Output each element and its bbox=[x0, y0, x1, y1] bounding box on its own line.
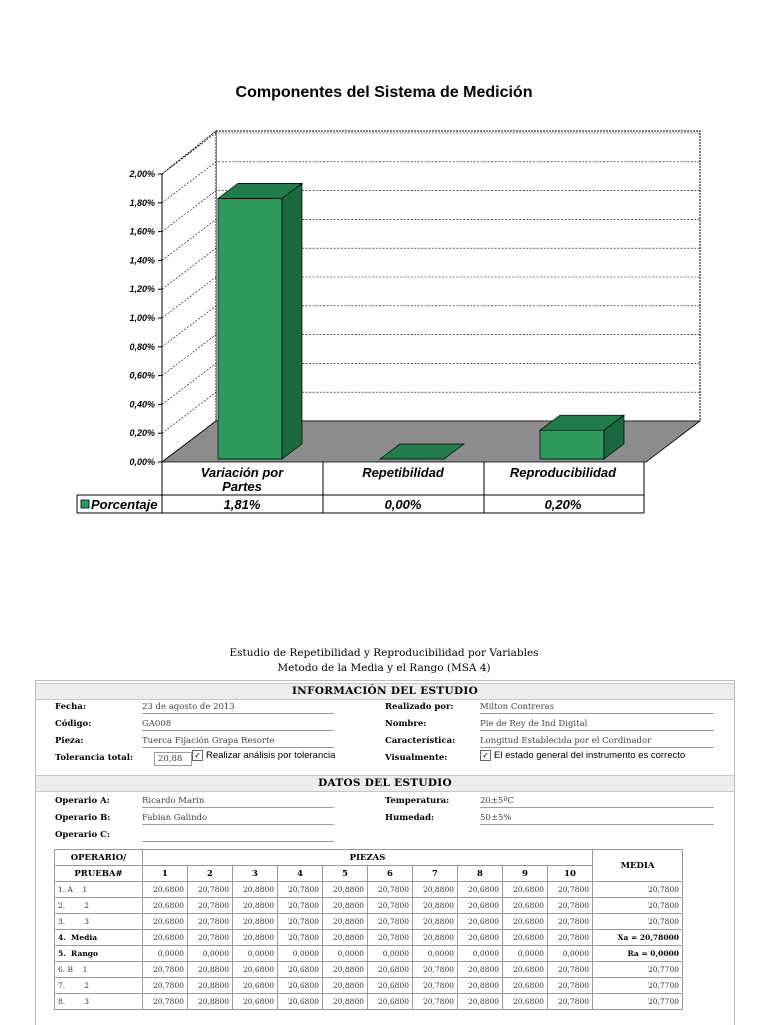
visualmente-checkbox[interactable]: ✓ bbox=[480, 750, 491, 761]
measurement-cell[interactable]: 20,7800 bbox=[548, 898, 593, 914]
pieza-column-header: 3 bbox=[233, 866, 278, 882]
bar bbox=[540, 415, 624, 459]
measurement-cell[interactable]: 0,0000 bbox=[458, 946, 503, 962]
measurement-cell[interactable]: 0,0000 bbox=[323, 946, 368, 962]
measurement-cell[interactable]: 20,6800 bbox=[503, 994, 548, 1010]
measurement-cell[interactable]: 20,7800 bbox=[278, 882, 323, 898]
measurement-cell[interactable]: 20,7800 bbox=[188, 898, 233, 914]
y-tick-label: 1,80% bbox=[129, 197, 155, 208]
visualmente-check-label: El estado general del instrumento es correcto bbox=[494, 750, 686, 762]
measurement-cell[interactable]: 20,8800 bbox=[413, 898, 458, 914]
pieza-column-header: 9 bbox=[503, 866, 548, 882]
measurement-cell[interactable]: 20,8800 bbox=[188, 978, 233, 994]
y-tick-label: 0,60% bbox=[129, 370, 155, 381]
chart-svg bbox=[0, 120, 768, 520]
y-tick-label: 0,20% bbox=[129, 428, 155, 439]
row-label: 6. B 1 bbox=[55, 962, 143, 978]
measurement-cell[interactable]: 20,6800 bbox=[233, 994, 278, 1010]
study-title: Estudio de Repetibilidad y Reproducibilidad por Variables bbox=[229, 647, 539, 659]
measurement-cell[interactable]: 20,8800 bbox=[188, 994, 233, 1010]
pieza-column-header: 1 bbox=[143, 866, 188, 882]
category-label: Repetibilidad bbox=[362, 465, 444, 480]
study-subtitle: Metodo de la Media y el Rango (MSA 4) bbox=[277, 662, 491, 674]
table-row bbox=[55, 930, 683, 946]
nombre-field[interactable]: Pie de Rey de Ind Digital bbox=[480, 718, 714, 731]
pieza-column-header: 4 bbox=[278, 866, 323, 882]
measurement-cell[interactable]: 20,7800 bbox=[368, 898, 413, 914]
operario-c-field[interactable] bbox=[142, 829, 334, 842]
measurement-cell[interactable]: 20,7800 bbox=[278, 914, 323, 930]
measurement-cell[interactable]: 20,8800 bbox=[458, 994, 503, 1010]
temperatura-label: Temperatura: bbox=[385, 796, 450, 806]
measurement-cell[interactable]: 20,8800 bbox=[188, 962, 233, 978]
table-row bbox=[55, 946, 683, 962]
measurement-cell[interactable]: 20,6800 bbox=[503, 898, 548, 914]
measurement-cell[interactable]: 20,6800 bbox=[233, 978, 278, 994]
measurement-cell[interactable]: 20,8800 bbox=[233, 898, 278, 914]
measurement-cell[interactable]: 20,6800 bbox=[368, 978, 413, 994]
operario-c-label: Operario C: bbox=[55, 830, 110, 840]
legend-label: Porcentaje bbox=[91, 497, 158, 512]
category-label: Partes bbox=[222, 479, 262, 494]
media-cell: 20,7700 bbox=[593, 994, 683, 1010]
measurement-cell[interactable]: 20,6800 bbox=[278, 978, 323, 994]
row-label: 4. Media bbox=[55, 930, 143, 946]
pieza-column-header: 2 bbox=[188, 866, 233, 882]
value-label: 0,20% bbox=[544, 497, 582, 512]
y-tick-label: 1,00% bbox=[129, 313, 155, 323]
measurement-cell[interactable]: 20,6800 bbox=[503, 930, 548, 946]
measurement-cell[interactable]: 20,8800 bbox=[413, 882, 458, 898]
info-section-header: INFORMACIÓN DEL ESTUDIO bbox=[36, 683, 734, 700]
operario-a-field[interactable]: Ricardo Marin bbox=[142, 795, 334, 808]
measurement-cell[interactable]: 20,6800 bbox=[458, 930, 503, 946]
media-cell: 20,7700 bbox=[593, 962, 683, 978]
bar-front bbox=[540, 430, 604, 459]
measurement-cell[interactable]: 20,7800 bbox=[548, 882, 593, 898]
measurement-cell[interactable]: 0,0000 bbox=[278, 946, 323, 962]
measurement-cell[interactable]: 20,7800 bbox=[188, 930, 233, 946]
measurement-cell[interactable]: 20,6800 bbox=[368, 994, 413, 1010]
category-label: Reproducibilidad bbox=[509, 465, 617, 480]
measurement-cell[interactable]: 20,8800 bbox=[323, 962, 368, 978]
measurement-cell[interactable]: 20,8800 bbox=[233, 914, 278, 930]
measurement-cell[interactable]: 20,8800 bbox=[323, 882, 368, 898]
measurement-cell[interactable]: 20,7800 bbox=[548, 930, 593, 946]
measurement-cell[interactable]: 20,7800 bbox=[278, 930, 323, 946]
row-label: 2. 2 bbox=[55, 898, 143, 914]
caracteristica-field[interactable]: Longitud Establecida por el Cordinador bbox=[480, 735, 714, 748]
measurement-cell[interactable]: 20,8800 bbox=[323, 930, 368, 946]
media-cell: Ra = 0,0000 bbox=[593, 946, 683, 962]
measurement-cell[interactable]: 20,6800 bbox=[233, 962, 278, 978]
operario-b-field[interactable]: Fabian Galindo bbox=[142, 812, 334, 825]
measurement-cell[interactable]: 20,7800 bbox=[143, 994, 188, 1010]
value-label: 1,81% bbox=[223, 497, 261, 512]
y-tick-label: 1,20% bbox=[129, 284, 155, 295]
table-row bbox=[55, 914, 683, 930]
measurement-cell[interactable]: 20,6800 bbox=[458, 898, 503, 914]
fecha-field[interactable]: 23 de agosto de 2013 bbox=[142, 701, 334, 714]
codigo-label: Código: bbox=[55, 719, 92, 729]
category-label: Variación por bbox=[200, 465, 284, 480]
y-tick-label: 0,00% bbox=[129, 457, 155, 467]
media-cell: 20,7800 bbox=[593, 898, 683, 914]
measurement-cell[interactable]: 20,8800 bbox=[323, 994, 368, 1010]
measurement-cell[interactable]: 20,6800 bbox=[143, 898, 188, 914]
y-tick-label: 0,40% bbox=[129, 399, 155, 410]
pieza-column-header: 6 bbox=[368, 866, 413, 882]
study-form bbox=[35, 680, 735, 1025]
measurement-cell[interactable]: 20,7800 bbox=[413, 994, 458, 1010]
measurement-cell[interactable]: 0,0000 bbox=[368, 946, 413, 962]
measurement-cell[interactable]: 20,7800 bbox=[413, 962, 458, 978]
measurement-cell[interactable]: 0,0000 bbox=[143, 946, 188, 962]
measurement-cell[interactable]: 20,6800 bbox=[143, 914, 188, 930]
nombre-label: Nombre: bbox=[385, 719, 427, 729]
temperatura-field[interactable]: 20±5ºC bbox=[480, 795, 714, 808]
measurement-table bbox=[54, 849, 683, 1010]
bar-side bbox=[282, 183, 302, 459]
measurement-cell[interactable]: 0,0000 bbox=[413, 946, 458, 962]
codigo-field[interactable]: GA008 bbox=[142, 718, 334, 731]
row-label: 5. Rango bbox=[55, 946, 143, 962]
measurement-cell[interactable]: 20,8800 bbox=[323, 898, 368, 914]
measurement-cell[interactable]: 20,7800 bbox=[368, 930, 413, 946]
measurement-cell[interactable]: 20,7800 bbox=[188, 914, 233, 930]
measurement-cell[interactable]: 20,8800 bbox=[458, 978, 503, 994]
humedad-field[interactable]: 50±5% bbox=[480, 812, 714, 825]
tolerancia-check-label: Realizar análisis por tolerancia bbox=[206, 750, 336, 762]
tolerancia-checkbox[interactable]: ✓ bbox=[192, 750, 203, 761]
media-cell: 20,7700 bbox=[593, 978, 683, 994]
measurement-cell[interactable]: 0,0000 bbox=[233, 946, 278, 962]
tolerancia-field[interactable]: 20,88 bbox=[154, 752, 192, 766]
row-label: 8. 3 bbox=[55, 994, 143, 1010]
measurement-cell[interactable]: 20,6800 bbox=[278, 994, 323, 1010]
measurement-cell[interactable]: 20,7800 bbox=[188, 882, 233, 898]
operario-a-label: Operario A: bbox=[55, 796, 110, 806]
bar-front bbox=[218, 198, 282, 459]
row-label: 7. 2 bbox=[55, 978, 143, 994]
table-row bbox=[55, 882, 683, 898]
header-piezas: PIEZAS bbox=[143, 850, 593, 866]
visualmente-label: Visualmente: bbox=[385, 753, 448, 763]
pieza-column-header: 7 bbox=[413, 866, 458, 882]
header-media: MEDIA bbox=[593, 850, 683, 882]
measurement-cell[interactable]: 20,8800 bbox=[458, 962, 503, 978]
measurement-cell[interactable]: 20,6800 bbox=[503, 978, 548, 994]
realizado-label: Realizado por: bbox=[385, 702, 454, 712]
y-tick-label: 1,40% bbox=[129, 255, 155, 266]
measurement-cell[interactable]: 20,7800 bbox=[368, 882, 413, 898]
measurement-cell[interactable]: 20,7800 bbox=[548, 914, 593, 930]
measurement-cell[interactable]: 20,8800 bbox=[413, 930, 458, 946]
measurement-cell[interactable]: 20,6800 bbox=[143, 882, 188, 898]
chart-title: Componentes del Sistema de Medición bbox=[235, 84, 533, 101]
measurement-cell[interactable]: 0,0000 bbox=[548, 946, 593, 962]
operario-b-label: Operario B: bbox=[55, 813, 111, 823]
media-cell: Xa = 20,78000 bbox=[593, 930, 683, 946]
measurement-cell[interactable]: 20,7800 bbox=[143, 962, 188, 978]
table-row bbox=[55, 962, 683, 978]
row-label: 1. A 1 bbox=[55, 882, 143, 898]
measurement-cell[interactable]: 20,8800 bbox=[413, 914, 458, 930]
measurement-cell[interactable]: 20,6800 bbox=[458, 882, 503, 898]
value-label: 0,00% bbox=[384, 497, 422, 512]
measurement-cell[interactable]: 20,6800 bbox=[278, 962, 323, 978]
measurement-cell[interactable]: 20,7800 bbox=[368, 914, 413, 930]
measurement-cell[interactable]: 20,8800 bbox=[323, 914, 368, 930]
table-row bbox=[55, 898, 683, 914]
measurement-cell[interactable]: 20,6800 bbox=[503, 962, 548, 978]
measurement-cell[interactable]: 20,6800 bbox=[503, 914, 548, 930]
measurement-cell[interactable]: 0,0000 bbox=[503, 946, 548, 962]
header-prueba: PRUEBA# bbox=[55, 866, 143, 882]
bar bbox=[218, 183, 302, 459]
measurement-cell[interactable]: 20,8800 bbox=[233, 930, 278, 946]
pieza-column-header: 8 bbox=[458, 866, 503, 882]
y-tick-label: 0,80% bbox=[129, 341, 155, 352]
measurement-cell[interactable]: 20,7800 bbox=[143, 978, 188, 994]
tolerancia-label: Tolerancia total: bbox=[55, 753, 134, 763]
pieza-column-header: 5 bbox=[323, 866, 368, 882]
measurement-cell[interactable]: 20,8800 bbox=[323, 978, 368, 994]
fecha-label: Fecha: bbox=[55, 702, 86, 712]
y-tick-label: 1,60% bbox=[129, 226, 155, 237]
realizado-field[interactable]: Milton Contreras bbox=[480, 701, 714, 714]
table-row bbox=[55, 978, 683, 994]
pieza-column-header: 10 bbox=[548, 866, 593, 882]
measurement-cell[interactable]: 20,8800 bbox=[233, 882, 278, 898]
pieza-field[interactable]: Tuerca Fijación Grapa Resorte bbox=[142, 735, 334, 748]
measurement-cell[interactable]: 20,7800 bbox=[413, 978, 458, 994]
pieza-label: Pieza: bbox=[55, 736, 84, 746]
caracteristica-label: Característica: bbox=[385, 736, 456, 746]
table-row bbox=[55, 994, 683, 1010]
row-label: 3. 3 bbox=[55, 914, 143, 930]
measurement-cell[interactable]: 20,6800 bbox=[368, 962, 413, 978]
measurement-cell[interactable]: 0,0000 bbox=[188, 946, 233, 962]
measurement-cell[interactable]: 20,6800 bbox=[503, 882, 548, 898]
y-tick-label: 2,00% bbox=[129, 169, 155, 179]
measurement-cell[interactable]: 20,6800 bbox=[143, 930, 188, 946]
measurement-cell[interactable]: 20,7800 bbox=[548, 994, 593, 1010]
measurement-cell[interactable]: 20,7800 bbox=[548, 962, 593, 978]
humedad-label: Humedad: bbox=[385, 813, 435, 823]
legend-swatch bbox=[81, 500, 89, 508]
media-cell: 20,7800 bbox=[593, 882, 683, 898]
header-operario: OPERARIO/ bbox=[55, 850, 143, 866]
visualmente-check-row[interactable] bbox=[480, 750, 685, 761]
measurement-cell[interactable]: 20,6800 bbox=[458, 914, 503, 930]
measurement-cell[interactable]: 20,7800 bbox=[548, 978, 593, 994]
measurement-cell[interactable]: 20,7800 bbox=[278, 898, 323, 914]
media-cell: 20,7800 bbox=[593, 914, 683, 930]
data-section-header: DATOS DEL ESTUDIO bbox=[36, 775, 734, 792]
tolerancia-check-row[interactable] bbox=[192, 750, 335, 761]
